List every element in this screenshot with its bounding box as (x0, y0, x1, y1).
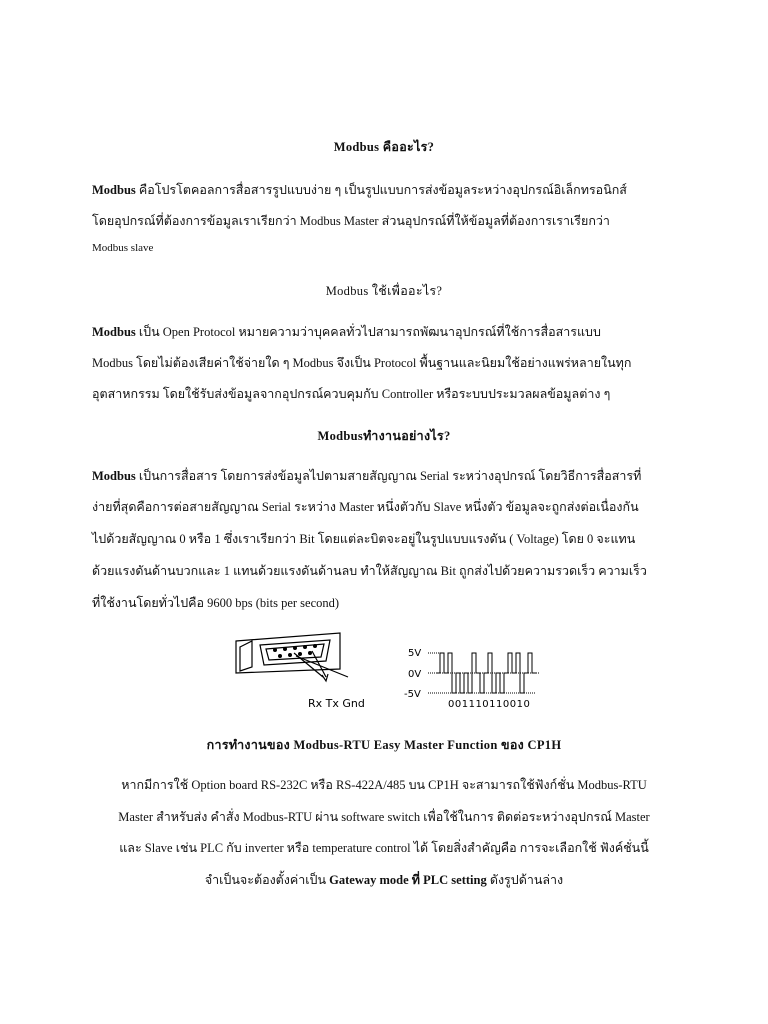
heading-modbus-usage: Modbus ใช้เพื่ออะไร? (325, 284, 443, 298)
paragraph-line: Modbus โดยไม่ต้องเสียค่าใช้จ่ายใด ๆ Modbus จึงเป็น Protocol พื้นฐานและนิยมใช้อย่างแพร่หลายในทุก (92, 356, 632, 370)
db9-connector-icon (236, 633, 348, 681)
paragraph-line: Modbus slave (92, 242, 154, 254)
level-label-0v: 0V (408, 669, 422, 680)
paragraph-line: โดยอุปกรณ์ที่ต้องการข้อมูลเราเรียกว่า Modbus Master ส่วนอุปกรณ์ที่ให้ข้อมูลที่ต้องการเราเรียกว่า (92, 214, 610, 228)
connector-labels: Rx Tx Gnd (308, 697, 365, 710)
line-text: ดังรูปด้านล่าง (486, 873, 564, 887)
serial-signal-figure (230, 625, 550, 715)
paragraph-line: และ Slave เช่น PLC กับ inverter หรือ temperature control ได้ โดยสิ่งสำคัญคือ การจะเลือกใช้ ฟังค์ชั่นนี้ (119, 841, 649, 855)
voltage-waveform (404, 648, 421, 700)
paragraph-line (92, 322, 692, 342)
paragraph-line: ไปด้วยสัญญาณ 0 หรือ 1 ซึ่งเราเรียกว่า Bit โดยแต่ละบิตจะอยู่ในรูปแบบแรงดัน ( Voltage) โดย 0 จะแทน (92, 532, 636, 546)
paragraph-line (92, 180, 692, 200)
line-text: เป็น Open Protocol หมายความว่าบุคคลทั่วไปสามารถพัฒนาอุปกรณ์ที่ใช้การสื่อสารแบบ (135, 325, 601, 339)
heading-what-is-modbus: Modbus คืออะไร? (333, 140, 435, 154)
paragraph-line: อุตสาหกรรม โดยใช้รับส่งข้อมูลจากอุปกรณ์ควบคุมกับ Controller หรือระบบประมวลผลข้อมูลต่าง ๆ (92, 387, 611, 401)
paragraph-line (0, 870, 768, 890)
paragraph-line (92, 466, 692, 486)
bit-sequence: 001110110010 (448, 699, 531, 710)
level-label-neg5v: -5V (404, 689, 421, 700)
bold-term: Gateway mode (329, 873, 409, 887)
bold-term: Modbus (92, 325, 136, 339)
line-text: เป็นการสื่อสาร โดยการส่งข้อมูลไปตามสายสัญญาณ Serial ระหว่างอุปกรณ์ โดยวิธีการสื่อสารที่ (135, 469, 642, 483)
paragraph-line: ที่ใช้งานโดยทั่วไปคือ 9600 bps (bits per second) (92, 596, 340, 610)
heading-how-modbus-works: Modbusทำงานอย่างไร? (317, 429, 451, 443)
heading-cp1h-easy-master: การทำงานของ Modbus-RTU Easy Master Function ของ CP1H (206, 738, 562, 752)
paragraph-line: ด้วยแรงดันด้านบวกและ 1 แทนด้วยแรงดันด้านลบ ทำให้สัญญาณ Bit ถูกส่งไปด้วยความรวดเร็ว ความเร็ว (92, 564, 647, 578)
bold-term: PLC setting (423, 873, 487, 887)
line-text: ที่ (408, 873, 424, 887)
bold-term: Modbus (92, 183, 136, 197)
bold-term: Modbus (92, 469, 136, 483)
paragraph-line: หากมีการใช้ Option board RS-232C หรือ RS-422A/485 บน CP1H จะสามารถใช้ฟังก์ชั่น Modbus-RTU (121, 778, 647, 792)
paragraph-line: Master สำหรับส่ง คำสั่ง Modbus-RTU ผ่าน software switch เพื่อใช้ในการ ติดต่อระหว่างอุปกรณ์ Master (118, 810, 650, 824)
line-text: จำเป็นจะต้องตั้งค่าเป็น (204, 873, 330, 887)
waveform-lines (428, 653, 540, 693)
paragraph-line: ง่ายที่สุดคือการต่อสายสัญญาณ Serial ระหว่าง Master หนึ่งตัวกับ Slave หนึ่งตัว ข้อมูลจะถูกส่งต่อเนื่องกัน (92, 500, 639, 514)
line-text: คือโปรโตคอลการสื่อสารรูปแบบง่าย ๆ เป็นรูปแบบการส่งข้อมูลระหว่างอุปกรณ์อิเล็กทรอนิกส์ (135, 183, 627, 197)
level-label-5v: 5V (408, 648, 422, 659)
